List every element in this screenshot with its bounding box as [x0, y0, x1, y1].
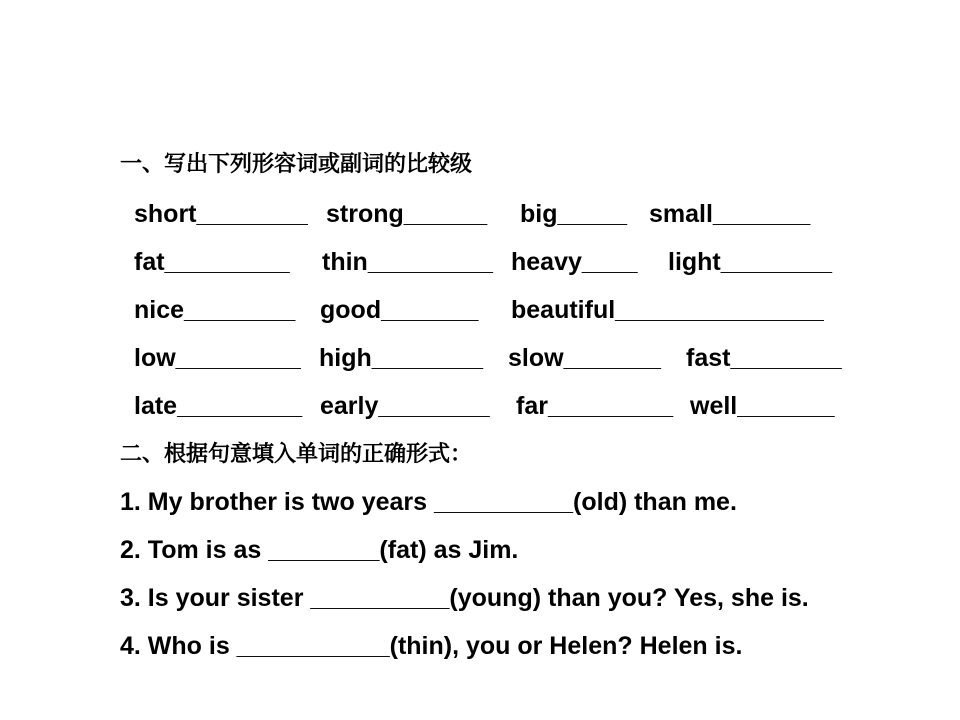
word-short: short________ — [134, 200, 308, 228]
word-small: small_______ — [649, 200, 811, 228]
sentence-2: 2. Tom is as ________(fat) as Jim. — [120, 536, 519, 564]
word-good: good_______ — [320, 296, 479, 324]
word-low: low_________ — [134, 344, 301, 372]
word-thin: thin_________ — [322, 248, 493, 276]
word-early: early________ — [320, 392, 490, 420]
sentence-3: 3. Is your sister __________(young) than you? Yes, she is. — [120, 584, 809, 612]
sentence-1: 1. My brother is two years __________(old) than me. — [120, 488, 737, 516]
section2-heading: 二、根据句意填入单词的正确形式： — [120, 442, 473, 467]
word-fast: fast________ — [686, 344, 842, 372]
word-far: far_________ — [516, 392, 674, 420]
word-fat: fat_________ — [134, 248, 290, 276]
word-beautiful: beautiful_______________ — [511, 296, 824, 324]
word-strong: strong______ — [326, 200, 488, 228]
word-nice: nice________ — [134, 296, 296, 324]
word-high: high________ — [319, 344, 483, 372]
word-slow: slow_______ — [508, 344, 661, 372]
word-well: well_______ — [690, 392, 835, 420]
sentence-4: 4. Who is ___________(thin), you or Helen? Helen is. — [120, 632, 743, 660]
word-late: late_________ — [134, 392, 303, 420]
word-heavy: heavy____ — [511, 248, 638, 276]
word-light: light________ — [668, 248, 832, 276]
section1-heading: 一、写出下列形容词或副词的比较级 — [120, 152, 473, 177]
word-big: big_____ — [520, 200, 628, 228]
